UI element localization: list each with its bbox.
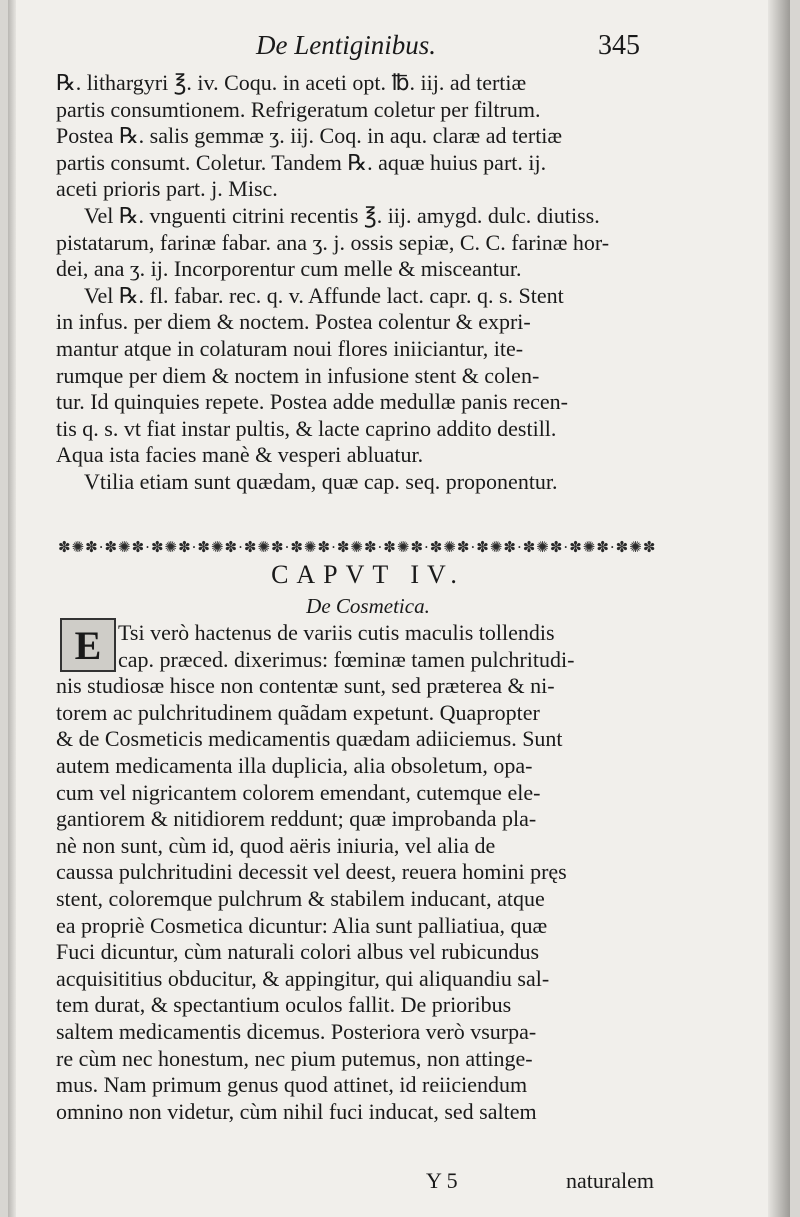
text-line: Vtilia etiam sunt quædam, quæ cap. seq. proponentur. <box>84 468 558 494</box>
chapter-title: CAPVT IV. <box>271 560 465 589</box>
text-line: tur. Id quinquies repete. Postea adde medullæ panis recen- <box>56 389 568 415</box>
text-line: saltem medicamentis dicemus. Posteriora verò vsurpa- <box>56 1018 537 1044</box>
text-line: tis q. s. vt fiat instar pultis, & lacte caprino addito destill. <box>56 415 557 441</box>
text-line: caussa pulchritudini decessit vel deest, reuera homini pręs <box>56 859 567 885</box>
text-line: acquisititius obducitur, & appingitur, qui aliquandiu sal- <box>56 965 550 991</box>
text-line: gantiorem & nitidiorem reddunt; quæ improbanda pla- <box>56 806 537 832</box>
text-line: omnino non videtur, cùm nihil fuci inducat, sed saltem <box>56 1098 537 1124</box>
text-line: Aqua ista facies manè & vesperi abluatur. <box>56 442 424 468</box>
text-line: autem medicamenta illa duplicia, alia obsoletum, opa- <box>56 752 533 778</box>
text-line: mantur atque in colaturam noui flores iniiciantur, ite- <box>56 335 524 361</box>
text-line: torem ac pulchritudinem quãdam expetunt. Quapropter <box>56 699 540 725</box>
text-line: nis studiosæ hisce non contentæ sunt, sed præterea & ni- <box>56 673 555 699</box>
text-line: & de Cosmeticis medicamentis quædam adiiciemus. Sunt <box>56 726 563 752</box>
signature-mark: Y 5 <box>426 1168 458 1193</box>
text-line: Vel ℞. vnguenti citrini recentis ℥. iij. amygd. dulc. diutiss. <box>84 202 600 228</box>
ornamental-divider: ✽✺✽·✽✺✽·✽✺✽·✽✺✽·✽✺✽·✽✺✽·✽✺✽·✽✺✽·✽✺✽·✽✺✽·✽✺✽·✽✺✽·✽✺✽ <box>58 538 657 556</box>
decorated-initial: E <box>60 618 116 672</box>
text-line: ℞. lithargyri ℥. iv. Coqu. in aceti opt. ℔. iij. ad tertiæ <box>56 70 527 95</box>
text-line: partis consumt. Coletur. Tandem ℞. aquæ huius part. ij. <box>56 149 547 175</box>
text-line: dei, ana ʒ. ij. Incorporentur cum melle & misceantur. <box>56 256 522 282</box>
text-line: Tsi verò hactenus de variis cutis maculis tollendis <box>118 620 555 645</box>
text-line: Postea ℞. salis gemmæ ʒ. iij. Coq. in aqu. claræ ad tertiæ <box>56 123 563 149</box>
chapter-text-block <box>56 620 666 1125</box>
text-line: cum vel nigricantem colorem emendant, cutemque ele- <box>56 779 541 805</box>
text-line: aceti prioris part. j. Misc. <box>56 176 278 202</box>
text-line: ea propriè Cosmetica dicuntur: Alia sunt palliatiua, quæ <box>56 912 548 938</box>
book-page <box>8 0 790 1217</box>
chapter-subtitle: De Cosmetica. <box>306 594 430 618</box>
text-line: partis consumtionem. Refrigeratum coletur per filtrum. <box>56 96 541 122</box>
running-title: De Lentiginibus. <box>256 30 436 60</box>
text-line: Fuci dicuntur, cùm naturali colori albus vel rubicundus <box>56 939 540 965</box>
text-line: Vel ℞. fl. fabar. rec. q. v. Affunde lact. capr. q. s. Stent <box>84 282 564 308</box>
page-number: 345 <box>598 30 640 61</box>
text-line: pistatarum, farinæ fabar. ana ʒ. j. ossis sepiæ, C. C. farinæ hor- <box>56 229 610 255</box>
text-line: rumque per diem & noctem in infusione stent & colen- <box>56 362 540 388</box>
catchword: naturalem <box>566 1168 654 1193</box>
text-line: cap. præced. dixerimus: fœminæ tamen pulchritudi- <box>118 646 575 672</box>
text-line: nè non sunt, cùm id, quod aëris iniuria, vel alia de <box>56 832 496 858</box>
page-header <box>8 30 728 70</box>
text-line: mus. Nam primum genus quod attinet, id reiiciendum <box>56 1072 528 1098</box>
text-line: in infus. per diem & noctem. Postea colentur & expri- <box>56 309 531 335</box>
recipe-text-block <box>56 70 666 496</box>
text-line: tem durat, & spectantium oculos fallit. De prioribus <box>56 992 512 1018</box>
page-right-edge <box>768 0 790 1217</box>
text-line: stent, coloremque pulchrum & stabilem inducant, atque <box>56 885 545 911</box>
text-line: re cùm nec honestum, nec pium putemus, non attinge- <box>56 1045 533 1071</box>
